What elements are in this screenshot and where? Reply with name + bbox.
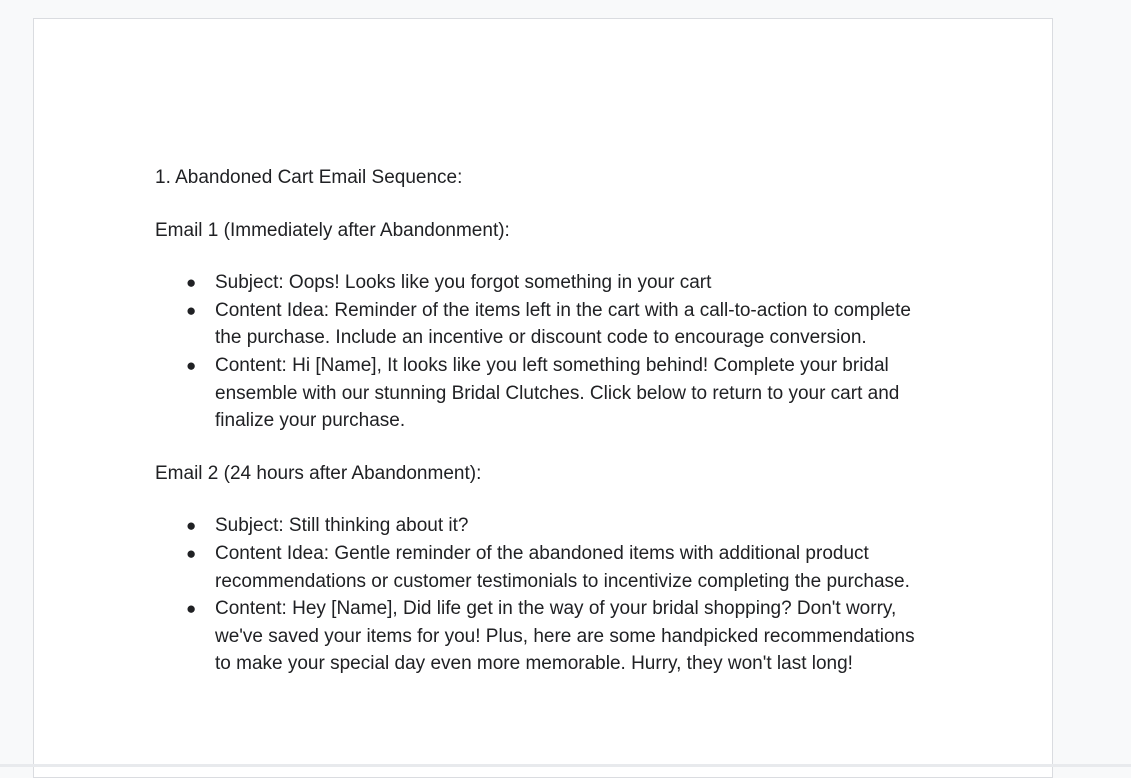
- paragraph-spacer: [155, 192, 935, 217]
- email-2-title: Email 2 (24 hours after Abandonment):: [155, 462, 482, 484]
- bullet-icon: ●: [186, 355, 197, 375]
- list-item: [155, 297, 935, 352]
- list-item-text: Subject: Still thinking about it?: [215, 515, 469, 537]
- email-2-bullet-list: [155, 512, 935, 678]
- bullet-icon: ●: [186, 273, 197, 293]
- bullet-icon: ●: [186, 516, 197, 536]
- document-body[interactable]: [155, 164, 935, 678]
- document-page[interactable]: [33, 18, 1053, 778]
- bullet-icon: ●: [186, 300, 197, 320]
- list-item: [155, 512, 935, 540]
- paragraph-spacer: [155, 435, 935, 460]
- email-1-bullet-list: [155, 269, 935, 435]
- bullet-icon: ●: [186, 599, 197, 619]
- list-item-text: Content: Hey [Name], Did life get in the way of your bridal shopping? Don't worry, we've saved your items for you! Plus, here are some handpicked recommendations to make your special day even more memorable. Hurry, they won't last long!: [215, 598, 915, 675]
- email-1-title: Email 1 (Immediately after Abandonment):: [155, 219, 510, 241]
- list-item-text: Content: Hi [Name], It looks like you left something behind! Complete your bridal ensemble with our stunning Bridal Clutches. Click below to return to your cart and finalize your purchase.: [215, 354, 900, 432]
- section-heading: 1. Abandoned Cart Email Sequence:: [155, 167, 463, 188]
- paragraph-spacer: [155, 244, 935, 269]
- list-item-text: Subject: Oops! Looks like you forgot something in your cart: [215, 272, 712, 294]
- paragraph-spacer: [155, 487, 935, 512]
- list-item: [155, 540, 935, 595]
- list-item: [155, 595, 935, 678]
- list-item: [155, 352, 935, 435]
- bullet-icon: ●: [186, 543, 197, 563]
- list-item: [155, 269, 935, 297]
- list-item-text: Content Idea: Gentle reminder of the abandoned items with additional product recommendations or customer testimonials to incentivize completing the purchase.: [215, 542, 910, 592]
- list-item-text: Content Idea: Reminder of the items left in the cart with a call-to-action to complete the purchase. Include an incentive or discount code to encourage conversion.: [215, 299, 911, 349]
